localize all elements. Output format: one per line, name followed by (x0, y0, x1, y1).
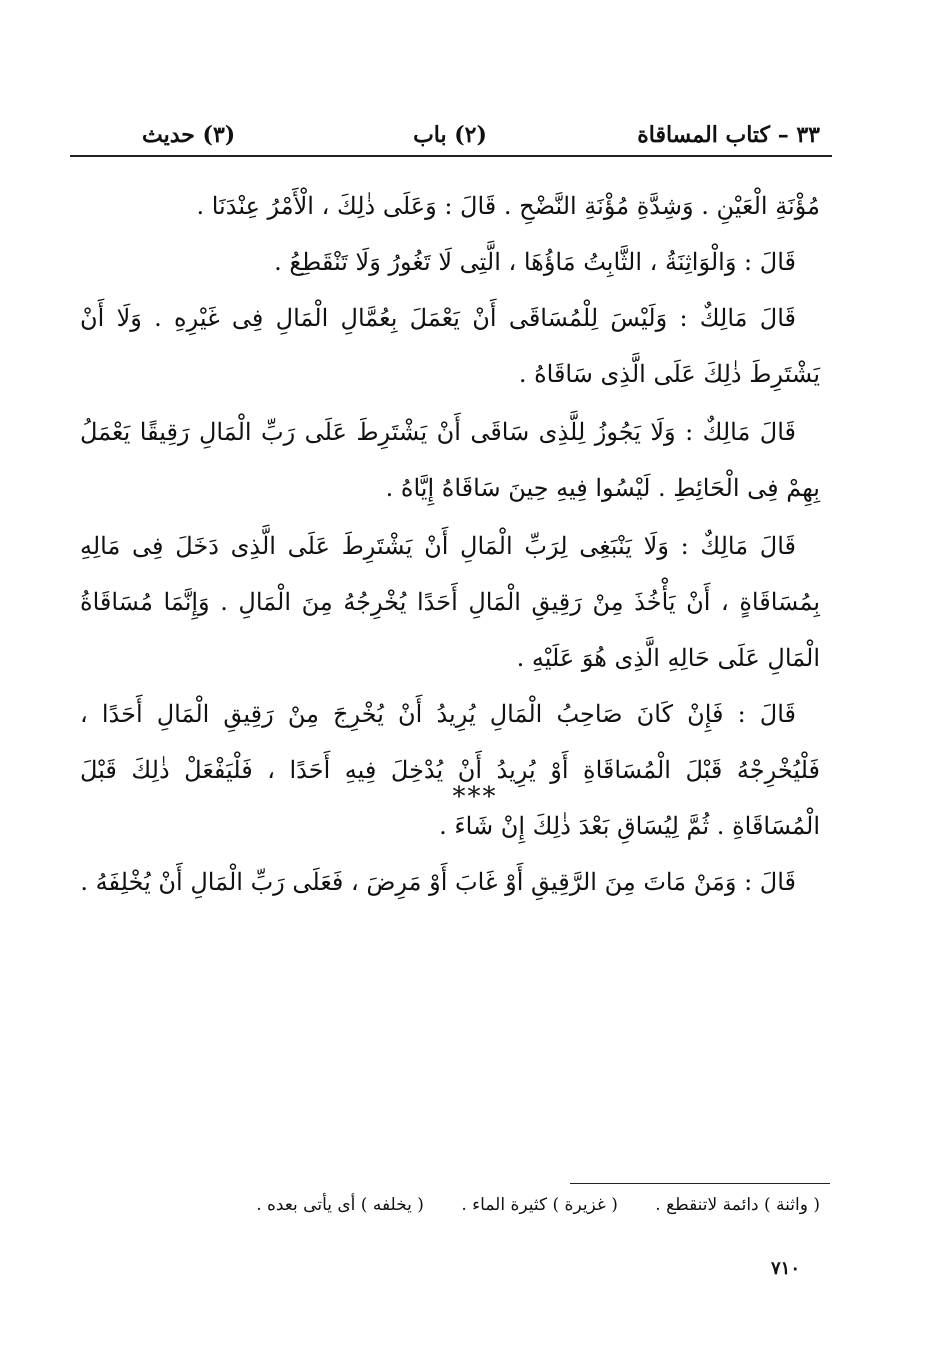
hadith-label: (٣) حديث (142, 122, 236, 148)
page-number: ٧١٠ (770, 1258, 800, 1279)
chapter-label: (٢) باب (413, 122, 487, 148)
footnotes (224, 1195, 820, 1215)
header-rule (70, 155, 832, 157)
section-separator: *** (452, 782, 498, 812)
paragraph: قَالَ مَالِكٌ : وَلَا يَجُوزُ لِلَّذِى سَاقَى أَنْ يَشْتَرِطَ عَلَى رَبِّ الْمَالِ رَقِيقًا يَعْمَلُ بِهِمْ فِى الْحَائِطِ . لَيْسُوا فِيهِ حِينَ سَاقَاهُ إِيَّاهُ . (80, 418, 820, 502)
paragraph: مُؤْنَةِ الْعَيْنِ . وَشِدَّةِ مُؤْنَةِ النَّضْحِ . قَالَ : وَعَلَى ذٰلِكَ ، الْأَمْرُ عِنْدَنَا . (196, 192, 820, 220)
paragraph: قَالَ مَالِكٌ : وَلَيْسَ لِلْمُسَاقَى أَنْ يَعْمَلَ بِعُمَّالِ الْمَالِ فِى غَيْرِهِ . وَلَا أَنْ يَشْتَرِطَ ذٰلِكَ عَلَى الَّذِى سَاقَاهُ . (80, 304, 820, 388)
footnote: ( غزيرة ) كثيرة الماء . (461, 1195, 618, 1215)
paragraph: قَالَ : فَإِنْ كَانَ صَاحِبُ الْمَالِ يُرِيدُ أَنْ يُخْرِجَ مِنْ رَقِيقِ الْمَالِ أَحَدًا ، فَلْيُخْرِجْهُ قَبْلَ الْمُسَاقَاةِ أَوْ يُرِيدُ أَنْ يُدْخِلَ فِيهِ أَحَدًا ، فَلْيَفْعَلْ ذٰلِكَ قَبْلَ الْمُسَاقَاةِ . ثُمَّ لِيُسَاقِ بَعْدَ ذٰلِكَ إِنْ شَاءَ . (80, 700, 820, 840)
paragraph: قَالَ : وَالْوَاثِنَةُ ، الثَّابِتُ مَاؤُهَا ، الَّتِى لَا تَغُورُ وَلَا تَنْقَطِعُ . (274, 248, 796, 276)
book-title: ٣٣ – كتاب المساقاة (637, 122, 820, 148)
footnote: ( يخلفه ) أى يأتى بعده . (256, 1195, 424, 1215)
running-header (70, 112, 830, 158)
footnote: ( واثنة ) دائمة لاتنقطع . (655, 1195, 820, 1215)
footnote-rule (570, 1183, 830, 1184)
paragraph: قَالَ مَالِكٌ : وَلَا يَنْبَغِى لِرَبِّ الْمَالِ أَنْ يَشْتَرِطَ عَلَى الَّذِى دَخَلَ فِى مَالِهِ بِمُسَاقَاةٍ ، أَنْ يَأْخُذَ مِنْ رَقِيقِ الْمَالِ أَحَدًا يُخْرِجُهُ مِنَ الْمَالِ . وَإِنَّمَا مُسَاقَاةُ الْمَالِ عَلَى حَالِهِ الَّذِى هُوَ عَلَيْهِ . (80, 532, 820, 672)
paragraph: قَالَ : وَمَنْ مَاتَ مِنَ الرَّقِيقِ أَوْ غَابَ أَوْ مَرِضَ ، فَعَلَى رَبِّ الْمَالِ أَنْ يُخْلِفَهُ . (80, 868, 796, 896)
